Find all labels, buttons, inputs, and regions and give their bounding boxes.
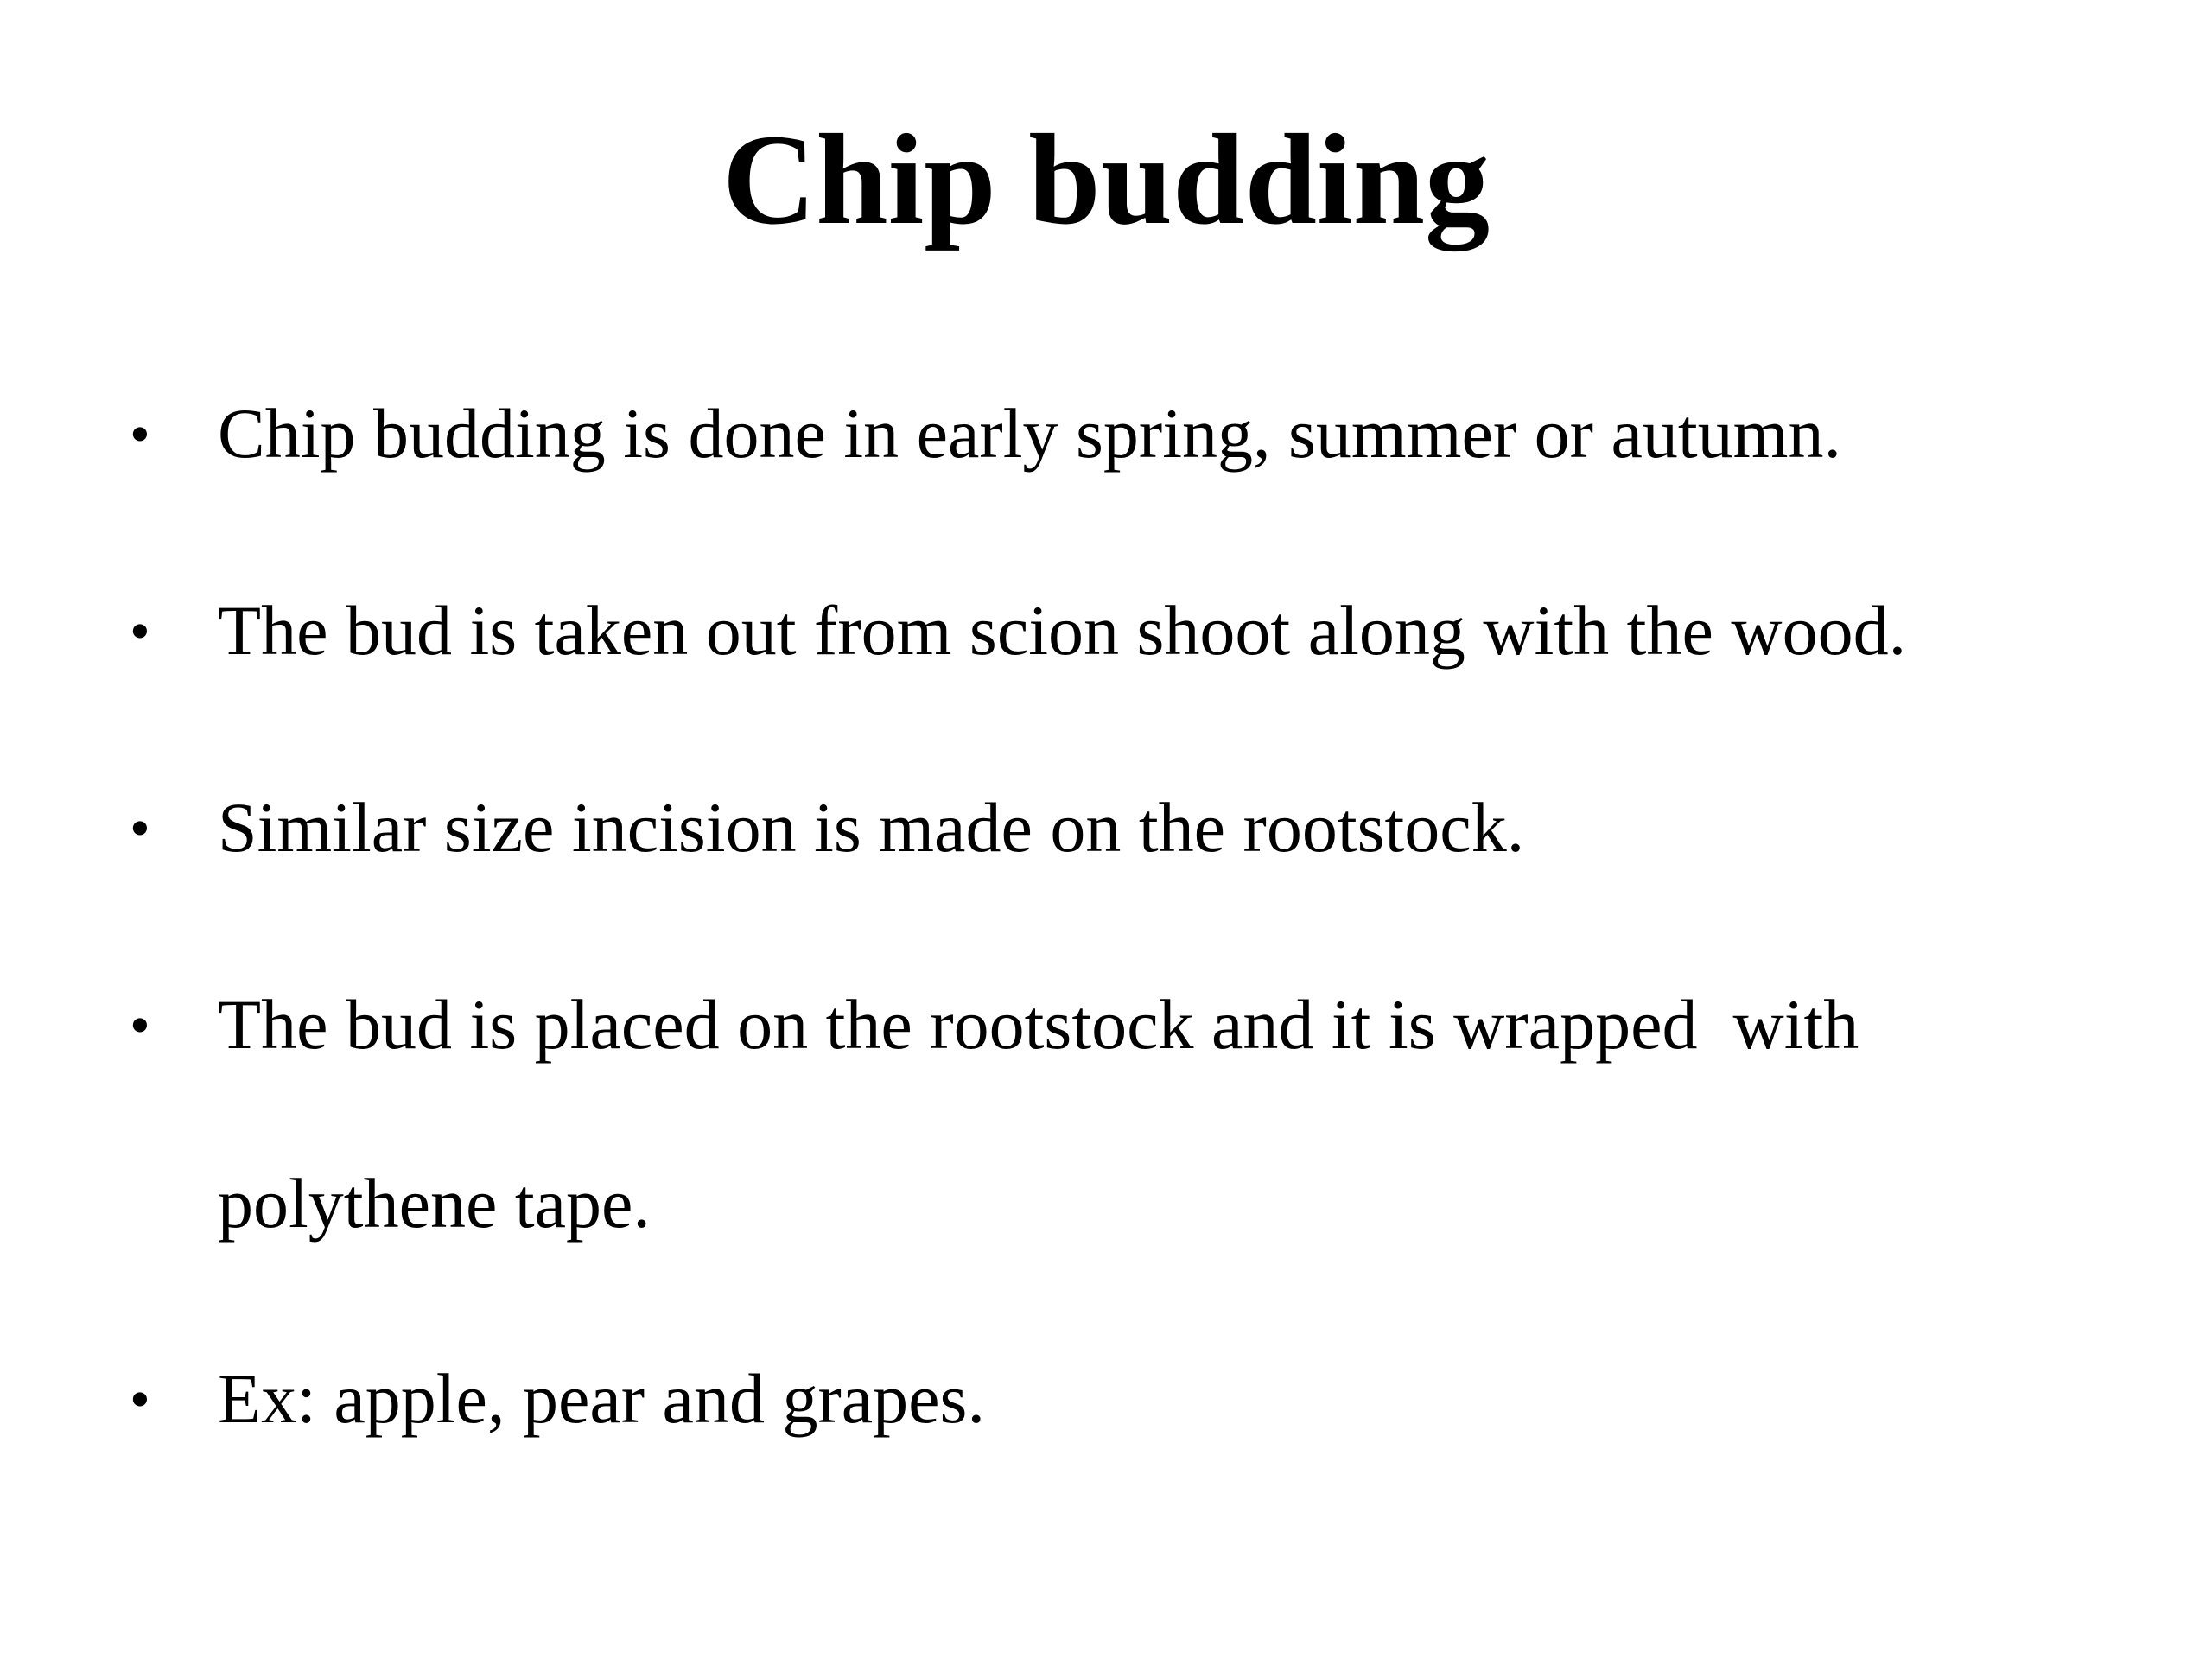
bullet-icon: • — [130, 598, 150, 664]
bullet-text: The bud is placed on the rootstock and it is wrapped with — [218, 985, 1859, 1064]
bullet-text-continuation: polythene tape. — [218, 1164, 651, 1243]
bullet-icon: • — [130, 795, 150, 861]
bullet-icon: • — [130, 992, 150, 1058]
bullet-icon: • — [130, 401, 150, 467]
bullet-text: The bud is taken out from scion shoot along with the wood. — [218, 591, 1907, 670]
bullet-text: Ex: apple, pear and grapes. — [218, 1359, 985, 1438]
bullet-text: Chip budding is done in early spring, summer or autumn. — [218, 394, 1841, 473]
bullet-text: Similar size incision is made on the rootstock. — [218, 788, 1525, 867]
bullet-icon: • — [130, 1366, 150, 1432]
slide-title: Chip budding — [721, 108, 1491, 251]
